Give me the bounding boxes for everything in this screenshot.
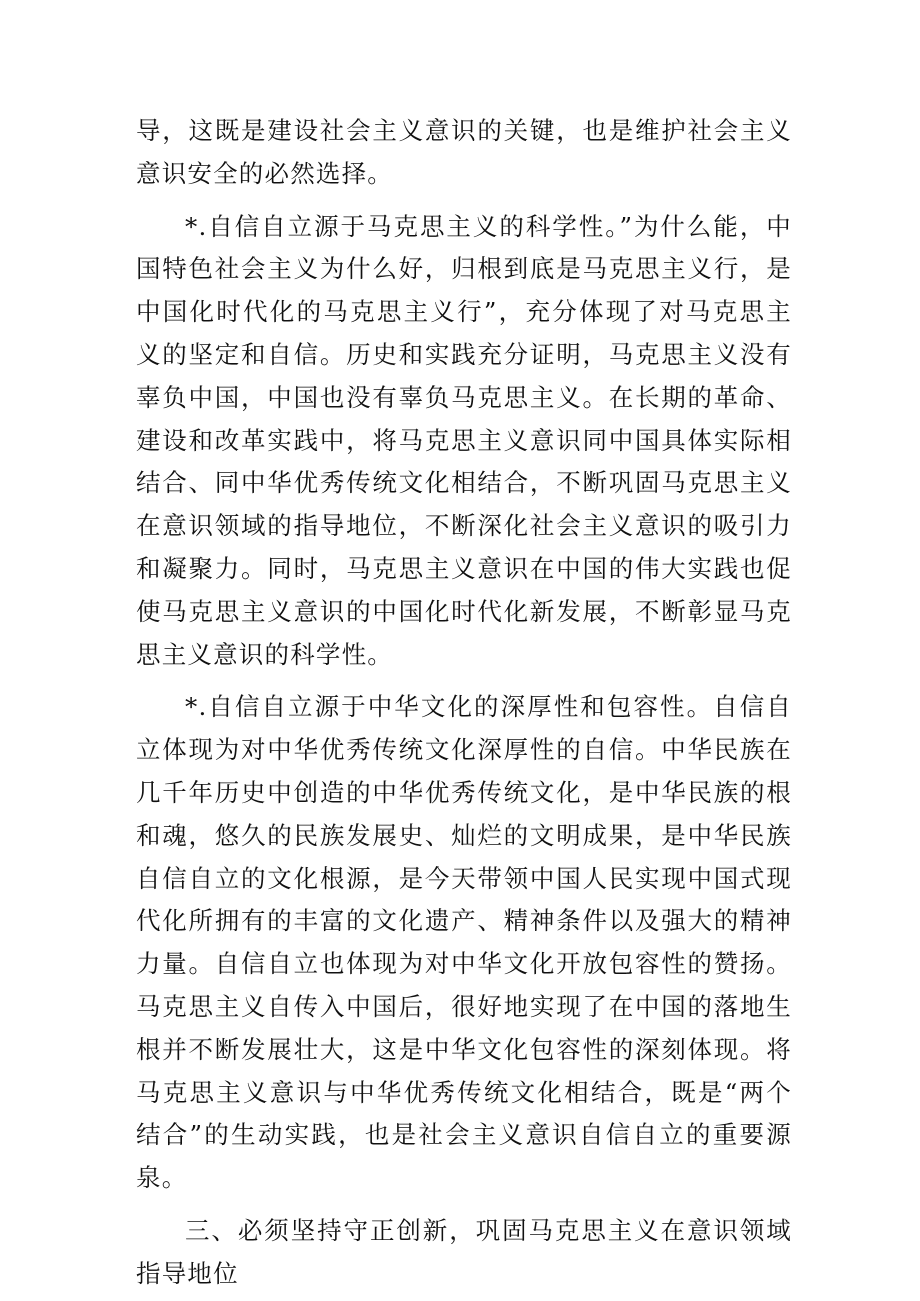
paragraph-chinese-culture: *.自信自立源于中华文化的深厚性和包容性。自信自立体现为对中华优秀传统文化深厚性的自信。中华民族在几千年历史中创造的中华优秀传统文化，是中华民族的根和魂，悠久的民族发展史、灿烂的文明成果，是中华民族自信自立的文化根源，是今天带领中国人民实现中国式现代化所拥有的丰富的文化遗产、精神条件以及强大的精神力量。自信自立也体现为对中华文化开放包容性的赞扬。马克思主义自传入中国后，很好地实现了在中国的落地生根并不断发展壮大，这是中华文化包容性的深刻体现。将马克思主义意识与中华优秀传统文化相结合，既是“两个结合”的生动实践，也是社会主义意识自信自立的重要源泉。 xyxy=(136,692,792,1193)
paragraph-marxism-scientific: *.自信自立源于马克思主义的科学性。”为什么能，中国特色社会主义为什么好，归根到底是马克思主义行，是中国化时代化的马克思主义行”，充分体现了对马克思主义的坚定和自信。历史和实践充分证明，马克思主义没有辜负中国，中国也没有辜负马克思主义。在长期的革命、建设和改革实践中，将马克思主义意识同中国具体实际相结合、同中华优秀传统文化相结合，不断巩固马克思主义在意识领域的指导地位，不断深化社会主义意识的吸引力和凝聚力。同时，马克思主义意识在中国的伟大实践也促使马克思主义意识的中国化时代化新发展，不断彰显马克思主义意识的科学性。 xyxy=(136,211,792,669)
document-body xyxy=(136,110,792,1296)
paragraph-continuation: 导，这既是建设社会主义意识的关键，也是维护社会主义意识安全的必然选择。 xyxy=(136,116,792,188)
section-heading: 三、必须坚持守正创新，巩固马克思主义在意识领域指导地位 xyxy=(136,1215,792,1288)
